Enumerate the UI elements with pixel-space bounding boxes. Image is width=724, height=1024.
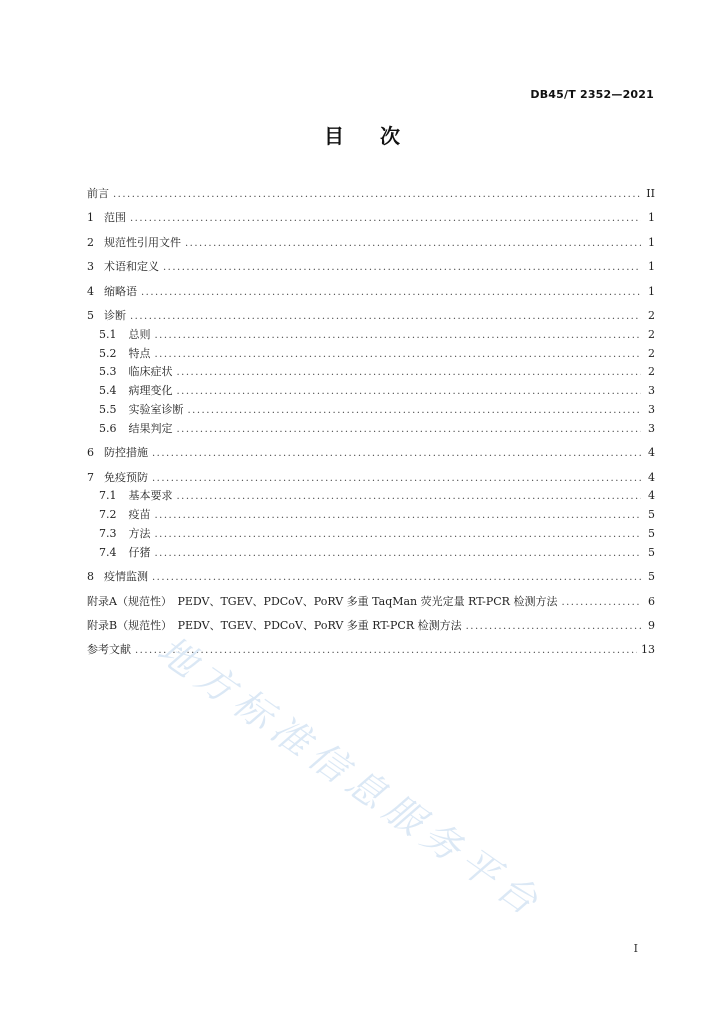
document-code: DB45/T 2352—2021 [530, 88, 654, 101]
page-number: I [633, 942, 638, 955]
toc-entry-text: 实验室诊断 [128, 403, 184, 416]
toc-entry-text: 附录B（规范性） PEDV、TGEV、PDCoV、PoRV 多重 RT-PCR 检测方法 [87, 619, 462, 632]
toc-entry-text: 免疫预防 [104, 470, 148, 484]
toc-entry-page: 3 [648, 384, 655, 398]
toc-leader-dots [163, 262, 641, 273]
toc-entry[interactable] [87, 307, 655, 323]
toc-entry-text: 参考文献 [87, 643, 131, 657]
toc-entry-number: 5.3 [99, 365, 117, 379]
toc-leader-dots [177, 424, 642, 435]
toc-entry-label [99, 401, 184, 417]
toc-entry-label [99, 506, 151, 522]
toc-entry-page: 4 [648, 446, 655, 460]
toc-entry-number: 5.4 [99, 384, 117, 398]
toc-leader-dots [466, 621, 641, 632]
toc-entry[interactable] [99, 401, 655, 417]
toc-entry-page: 2 [648, 309, 655, 322]
toc-entry-label [99, 525, 151, 541]
toc-entry-number: 7.3 [99, 527, 117, 540]
toc-leader-dots [155, 349, 642, 360]
toc-entry[interactable] [99, 487, 655, 503]
toc-leader-dots [155, 510, 642, 521]
toc-entry[interactable] [87, 258, 655, 274]
toc-entry-number: 2 [87, 235, 94, 249]
toc-entry-page: 4 [648, 489, 655, 503]
toc-leader-dots [561, 597, 641, 608]
toc-entry-text: 病理变化 [128, 384, 173, 398]
toc-entry-page: 5 [648, 545, 655, 559]
toc-entry-page: 1 [648, 211, 655, 225]
page-title: 目次 [324, 124, 436, 148]
toc-entry-label [99, 363, 173, 379]
toc-entry-label [87, 185, 109, 201]
toc-entry-number: 5.2 [99, 346, 117, 360]
toc-entry-text: 前言 [87, 187, 109, 200]
toc-entry[interactable] [87, 469, 655, 485]
toc-entry-text: 疫苗 [128, 508, 151, 522]
toc-entry-page: 4 [648, 470, 655, 484]
toc-entry-number: 6 [87, 446, 94, 460]
toc-entry[interactable] [99, 525, 655, 541]
toc-entry[interactable] [87, 185, 655, 201]
toc-entry-text: 临床症状 [128, 365, 173, 379]
toc-entry[interactable] [87, 568, 655, 584]
toc-entry-text: 缩略语 [104, 284, 137, 298]
toc-entry-page: 3 [648, 421, 655, 435]
toc-entry-text: 疫情监测 [104, 570, 148, 584]
toc-leader-dots [155, 529, 642, 540]
toc-entry-text: 特点 [128, 346, 151, 360]
toc-entry-label [99, 420, 173, 436]
toc-entry-page: 1 [648, 260, 655, 274]
toc-entry-number: 7.1 [99, 489, 117, 503]
toc-entry[interactable] [99, 345, 655, 361]
toc-entry-number: 8 [87, 570, 94, 584]
toc-entry[interactable] [87, 444, 655, 460]
toc-leader-dots [185, 238, 641, 249]
toc-entry-page: 5 [648, 508, 655, 522]
toc-entry-text: 术语和定义 [104, 260, 159, 274]
toc-entry-page: 5 [648, 527, 655, 540]
toc-leader-dots [130, 213, 641, 224]
toc-entry[interactable] [99, 506, 655, 522]
toc-entry-number: 5.1 [99, 327, 117, 341]
toc-entry-label [87, 469, 148, 485]
toc-entry-text: 规范性引用文件 [104, 235, 181, 249]
toc-entry-number: 7 [87, 470, 94, 484]
toc-entry-page: 2 [648, 365, 655, 379]
toc-entry[interactable] [99, 363, 655, 379]
toc-entry-number: 4 [87, 284, 94, 298]
toc-entry-label [87, 234, 181, 250]
toc-entry[interactable] [87, 209, 655, 225]
toc-entry-text: 仔猪 [128, 545, 151, 559]
toc-entry-label [87, 283, 137, 299]
toc-entry-page: 5 [648, 570, 655, 584]
toc-entry-text: 结果判定 [128, 421, 173, 435]
toc-entry-text: 防控措施 [104, 446, 148, 460]
toc-leader-dots [155, 330, 642, 341]
toc-leader-dots [155, 548, 642, 559]
toc-leader-dots [135, 645, 637, 656]
toc-entry-page: 2 [648, 346, 655, 360]
toc-entry-label [99, 345, 151, 361]
toc-entry-text: 诊断 [104, 309, 126, 322]
toc-leader-dots [177, 367, 642, 378]
toc-entry-number: 1 [87, 211, 94, 225]
toc-entry[interactable] [87, 234, 655, 250]
toc-entry-label [87, 593, 557, 609]
toc-leader-dots [152, 473, 641, 484]
toc-entry[interactable] [99, 544, 655, 560]
toc-entry-number: 5.6 [99, 421, 117, 435]
toc-entry-number: 7.4 [99, 545, 117, 559]
toc-entry[interactable] [99, 420, 655, 436]
toc-entry-number: 7.2 [99, 508, 117, 522]
toc-leader-dots [113, 189, 641, 200]
toc-entry-page: 1 [648, 235, 655, 249]
toc-entry-text: 基本要求 [128, 489, 173, 503]
toc-entry-label [87, 444, 148, 460]
toc-leader-dots [188, 405, 642, 416]
toc-leader-dots [130, 311, 641, 322]
toc-entry[interactable] [87, 641, 655, 657]
toc-entry[interactable] [99, 326, 655, 342]
toc-entry-label [87, 258, 159, 274]
toc-entry-label [99, 487, 173, 503]
toc-entry-page: 2 [648, 327, 655, 341]
toc-entry[interactable] [99, 382, 655, 398]
toc-leader-dots [141, 287, 641, 298]
toc-entry-page: 1 [648, 284, 655, 298]
toc-entry-label [87, 209, 126, 225]
toc-entry-label [87, 641, 131, 657]
toc-entry-text: 范围 [104, 211, 126, 225]
toc-entry-label [99, 326, 151, 342]
toc-entry-page: 6 [648, 594, 655, 608]
toc-leader-dots [177, 491, 642, 502]
toc-entry[interactable] [87, 593, 655, 609]
toc-entry-number: 5.5 [99, 403, 117, 416]
toc-entry-label [87, 617, 462, 633]
toc-entry-page: 9 [648, 619, 655, 632]
toc-leader-dots [177, 386, 642, 397]
toc-entry[interactable] [87, 283, 655, 299]
toc-entry-number: 5 [87, 309, 94, 322]
toc-leader-dots [152, 572, 641, 583]
toc-entry[interactable] [87, 617, 655, 633]
toc-entry-text: 总则 [128, 327, 151, 341]
toc-entry-label [99, 544, 151, 560]
toc-entry-number: 3 [87, 260, 94, 274]
toc-entry-page: 3 [648, 403, 655, 416]
toc-entry-text: 方法 [128, 527, 151, 540]
toc-leader-dots [152, 448, 641, 459]
toc-entry-label [99, 382, 173, 398]
watermark: 地方标准信息服务平台 [149, 627, 552, 928]
toc-entry-page: 13 [641, 643, 655, 657]
toc-entry-label [87, 307, 126, 323]
toc-entry-page: II [646, 187, 655, 200]
toc-entry-label [87, 568, 148, 584]
toc-entry-text: 附录A（规范性） PEDV、TGEV、PDCoV、PoRV 多重 TaqMan 荧光定量 RT-PCR 检测方法 [87, 594, 558, 608]
